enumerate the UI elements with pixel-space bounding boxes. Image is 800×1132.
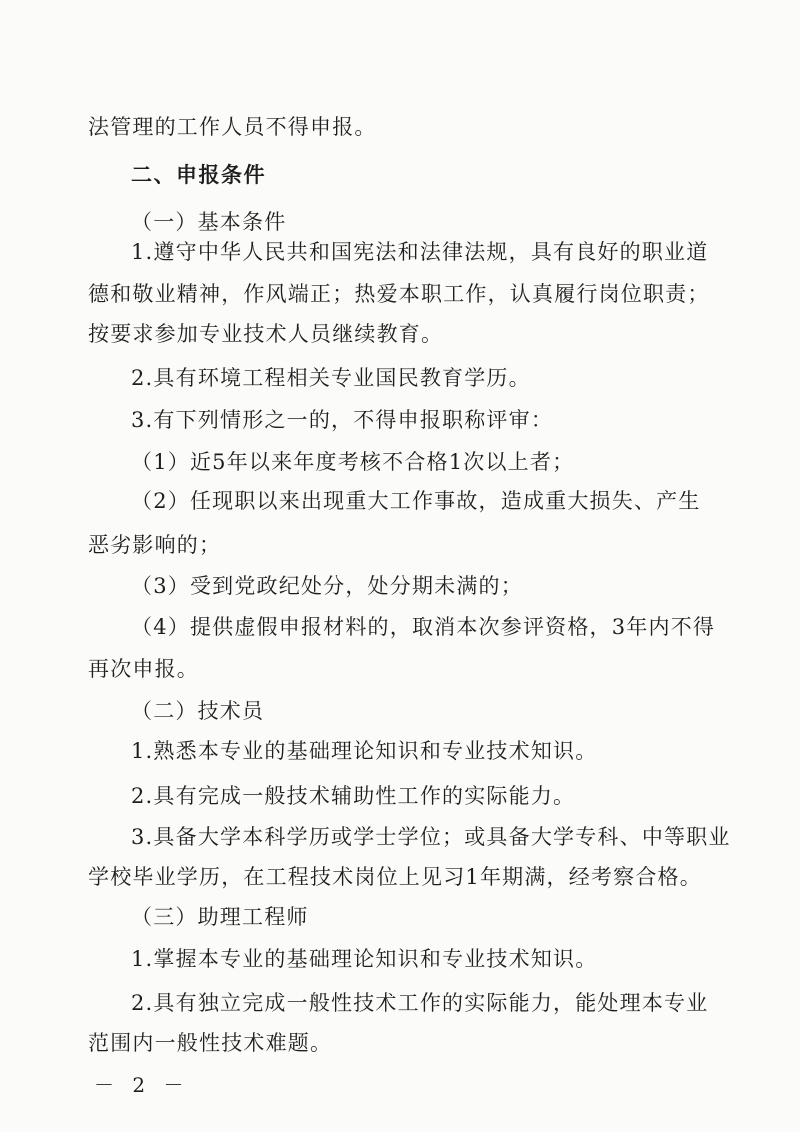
list-item-continuation: 再次申报。 [88,657,199,681]
paragraph-continuation: 法管理的工作人员不得申报。 [88,115,377,139]
paragraph-line: 2.具有独立完成一般性技术工作的实际能力，能处理本专业 [131,991,709,1015]
paragraph-line: 2.具有环境工程相关专业国民教育学历。 [131,366,531,390]
list-item-continuation: 恶劣影响的； [88,533,222,557]
paragraph-line: 德和敬业精神，作风端正；热爱本职工作，认真履行岗位职责； [88,282,710,306]
paragraph-line: 1.掌握本专业的基础理论知识和专业技术知识。 [131,947,598,971]
subsection-heading: （一）基本条件 [131,210,287,234]
list-item: （4）提供虚假申报材料的，取消本次参评资格，3年内不得 [131,615,716,639]
subsection-heading: （二）技术员 [131,699,265,723]
paragraph-line: 3.有下列情形之一的，不得申报职称评审： [131,408,554,432]
section-heading: 二、申报条件 [131,163,266,187]
paragraph-line: 范围内一般性技术难题。 [88,1031,333,1055]
list-item: （2）任现职以来出现重大工作事故，造成重大损失、产生 [131,489,701,513]
paragraph-line: 3.具备大学本科学历或学士学位；或具备大学专科、中等职业 [131,825,731,849]
list-item: （1）近5年以来年度考核不合格1次以上者； [131,450,575,474]
page-number: － 2 － [94,1073,190,1097]
subsection-heading: （三）助理工程师 [131,905,309,929]
list-item: （3）受到党政纪处分，处分期未满的； [131,574,523,598]
paragraph-line: 学校毕业学历，在工程技术岗位上见习1年期满，经考察合格。 [88,865,702,889]
paragraph-line: 1.熟悉本专业的基础理论知识和专业技术知识。 [131,739,598,763]
paragraph-line: 按要求参加专业技术人员继续教育。 [88,322,444,346]
paragraph-line: 1.遵守中华人民共和国宪法和法律法规，具有良好的职业道 [131,240,709,264]
paragraph-line: 2.具有完成一般技术辅助性工作的实际能力。 [131,784,576,808]
